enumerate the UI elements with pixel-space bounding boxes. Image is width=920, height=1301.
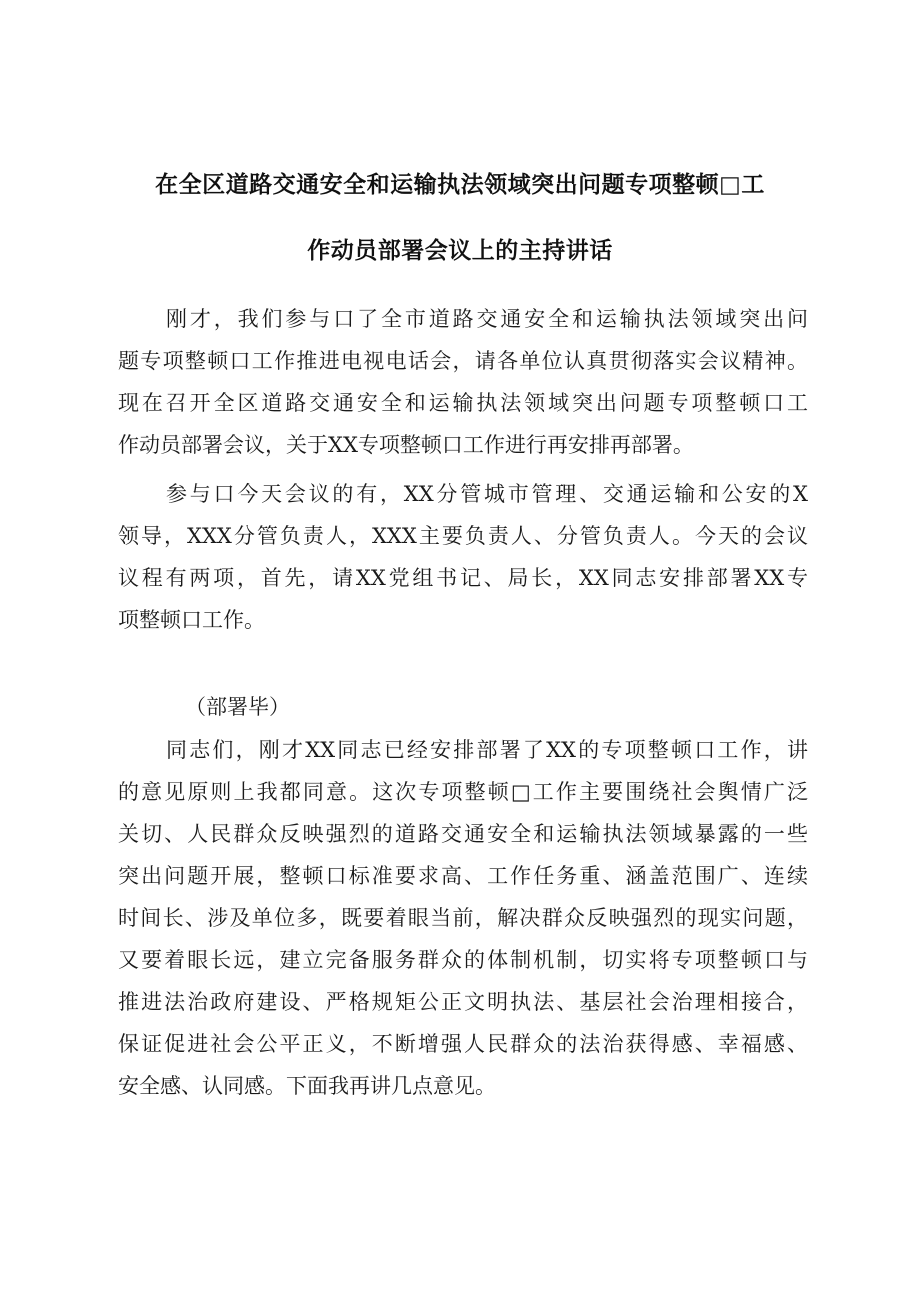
text-line: 安全感、认同感。下面我再讲几点意见。	[118, 1074, 496, 1098]
stage-direction-note: （部署毕）	[185, 695, 290, 719]
text-line: 推进法治政府建设、严格规矩公正文明执法、基层社会治理相接合，	[118, 990, 808, 1014]
text-line: 领导，XXX分管负责人，XXX主要负责人、分管负责人。今天的会议	[118, 524, 808, 548]
text-line: 同志们，刚才XX同志已经安排部署了XX的专项整顿口工作，讲	[166, 738, 808, 762]
text-line: 突出问题开展，整顿口标准要求高、工作任务重、涵盖范围广、连续	[118, 864, 808, 888]
text-line: 项整顿口工作。	[118, 608, 265, 632]
text-line: 保证促进社会公平正义，不断增强人民群众的法治获得感、幸福感、	[118, 1032, 808, 1056]
text-line: 现在召开全区道路交通安全和运输执法领域突出问题专项整顿口工	[118, 391, 808, 415]
text-line: 时间长、涉及单位多，既要着眼当前，解决群众反映强烈的现实问题，	[118, 906, 808, 930]
document-title-line-2: 作动员部署会议上的主持讲话	[307, 238, 613, 264]
text-line: 又要着眼长远，建立完备服务群众的体制机制，切实将专项整顿口与	[118, 948, 808, 972]
text-line: 关切、人民群众反映强烈的道路交通安全和运输执法领域暴露的一些	[118, 822, 808, 846]
text-line: 刚才，我们参与口了全市道路交通安全和运输执法领域突出问	[166, 307, 808, 331]
text-line: 参与口今天会议的有，XX分管城市管理、交通运输和公安的X	[166, 482, 808, 506]
text-line: 题专项整顿口工作推进电视电话会，请各单位认真贯彻落实会议精神。	[118, 349, 808, 373]
text-line: 作动员部署会议，关于XX专项整顿口工作进行再安排再部署。	[118, 433, 694, 457]
document-title-line-1: 在全区道路交通安全和运输执法领域突出问题专项整顿□工	[155, 172, 765, 198]
text-line: 的意见原则上我都同意。这次专项整顿□工作主要围绕社会舆情广泛	[118, 780, 808, 804]
text-line: 议程有两项，首先，请XX党组书记、局长，XX同志安排部署XX专	[118, 566, 808, 590]
